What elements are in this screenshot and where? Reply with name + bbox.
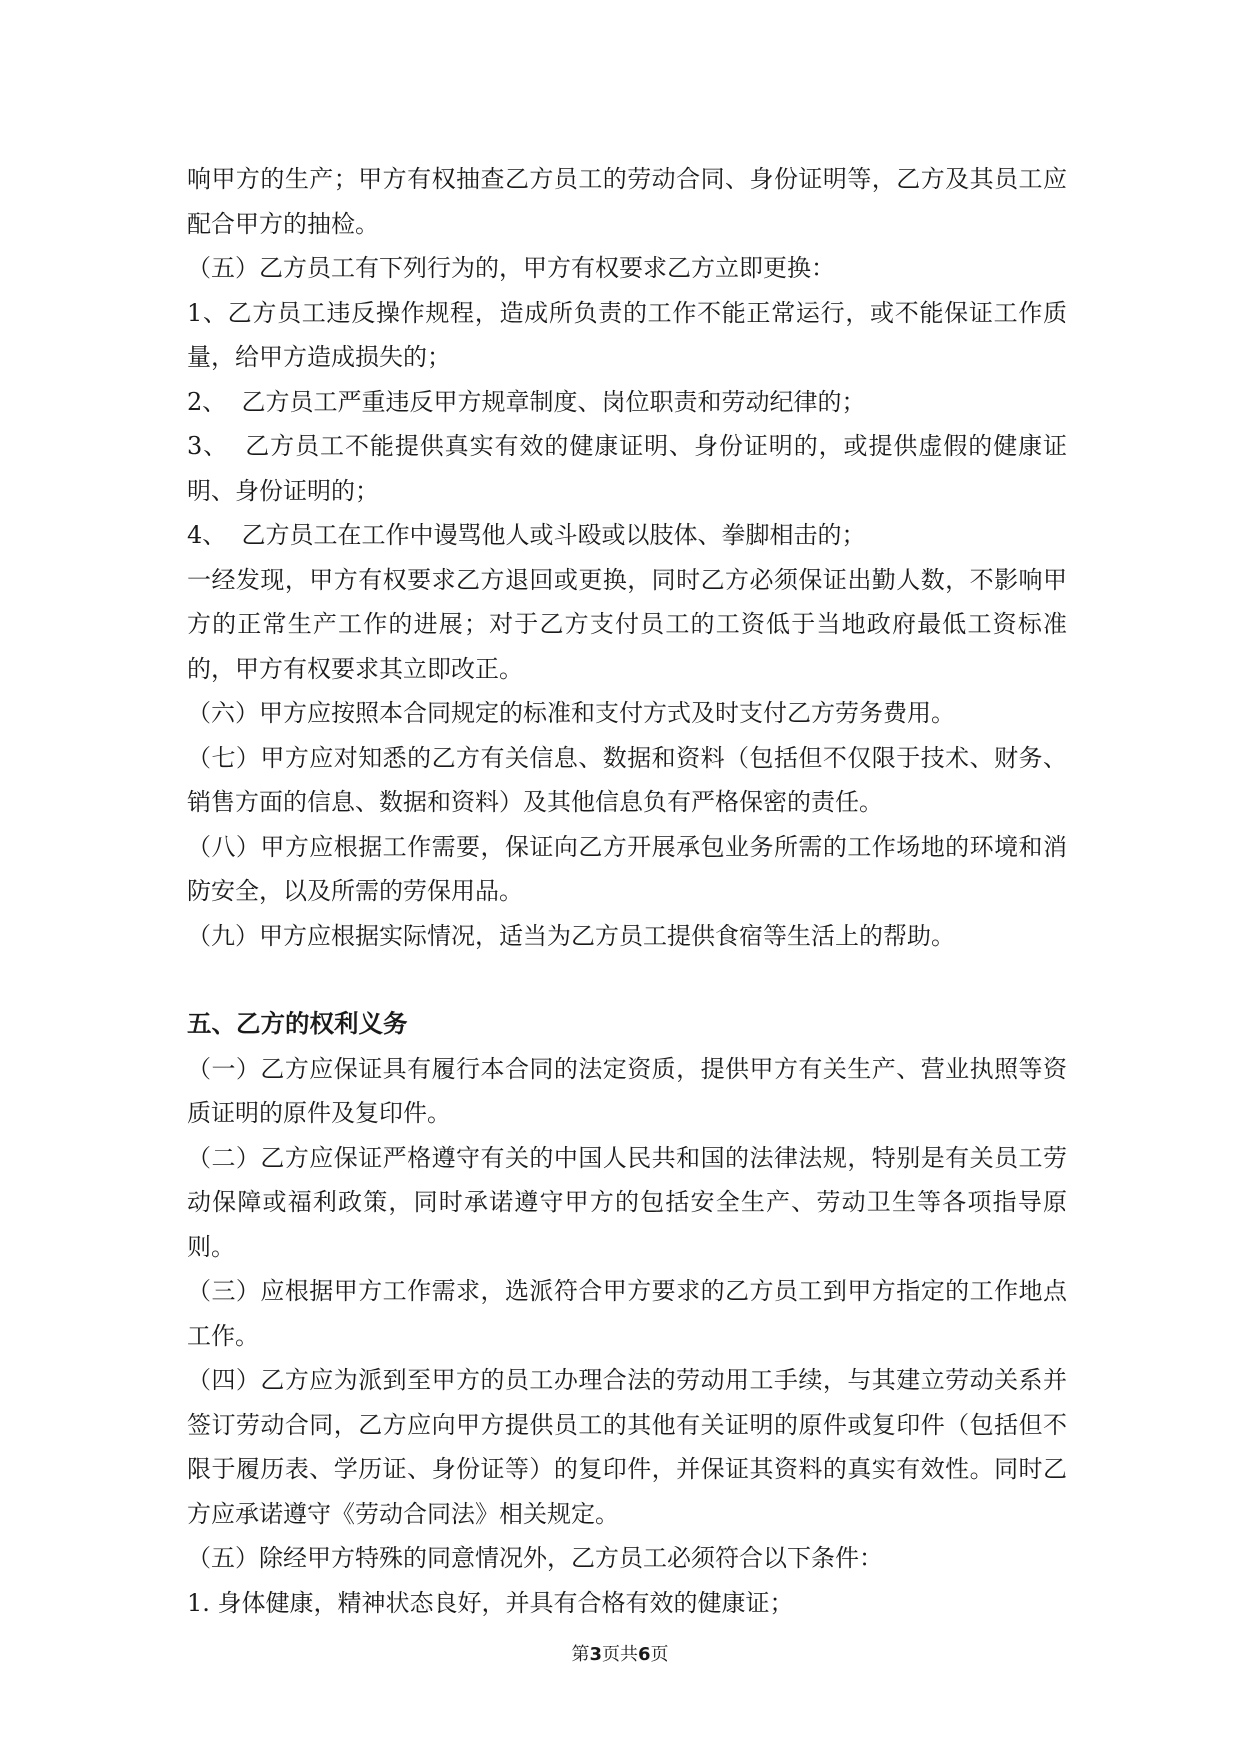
paragraph: （一）乙方应保证具有履行本合同的法定资质，提供甲方有关生产、营业执照等资质证明的原件及复印件。 xyxy=(187,1054,1067,1127)
paragraph: 一经发现，甲方有权要求乙方退回或更换，同时乙方必须保证出勤人数，不影响甲方的正常生产工作的进展；对于乙方支付员工的工资低于当地政府最低工资标准的，甲方有权要求其立即改正。 xyxy=(187,565,1067,683)
footer-prefix: 第 xyxy=(571,1644,590,1665)
document-body xyxy=(187,157,1067,1625)
paragraph: （九）甲方应根据实际情况，适当为乙方员工提供食宿等生活上的帮助。 xyxy=(187,921,955,950)
paragraph: （八）甲方应根据工作需要，保证向乙方开展承包业务所需的工作场地的环境和消防安全，以及所需的劳保用品。 xyxy=(187,832,1067,905)
total-pages-number: 6 xyxy=(638,1644,651,1665)
paragraph: （五）除经甲方特殊的同意情况外，乙方员工必须符合以下条件： xyxy=(187,1544,883,1572)
paragraph: （五）乙方员工有下列行为的，甲方有权要求乙方立即更换： xyxy=(187,254,835,282)
paragraph: （四）乙方应为派到至甲方的员工办理合法的劳动用工手续，与其建立劳动关系并签订劳动合同，乙方应向甲方提供员工的其他有关证明的原件或复印件（包括但不限于履历表、学历证、身份证等）的复印件，并保证其资料的真实有效性。同时乙方应承诺遵守《劳动合同法》相关规定。 xyxy=(187,1366,1067,1528)
current-page-number: 3 xyxy=(589,1644,602,1665)
page-footer xyxy=(0,1640,1240,1666)
section-heading: 五、乙方的权利义务 xyxy=(187,1009,408,1038)
paragraph: （六）甲方应按照本合同规定的标准和支付方式及时支付乙方劳务费用。 xyxy=(187,699,955,727)
paragraph: （三）应根据甲方工作需求，选派符合甲方要求的乙方员工到甲方指定的工作地点工作。 xyxy=(187,1277,1067,1350)
paragraph: 1、乙方员工违反操作规程，造成所负责的工作不能正常运行，或不能保证工作质量，给甲方造成损失的； xyxy=(187,298,1067,371)
paragraph: 4、 乙方员工在工作中谩骂他人或斗殴或以肢体、拳脚相击的； xyxy=(187,521,866,549)
paragraph: 1. 身体健康，精神状态良好，并具有合格有效的健康证； xyxy=(187,1588,794,1617)
paragraph: （七）甲方应对知悉的乙方有关信息、数据和资料（包括但不仅限于技术、财务、销售方面的信息、数据和资料）及其他信息负有严格保密的责任。 xyxy=(187,743,1067,816)
footer-suffix: 页 xyxy=(650,1644,669,1665)
footer-middle: 页共 xyxy=(602,1644,638,1665)
paragraph: 响甲方的生产；甲方有权抽查乙方员工的劳动合同、身份证明等，乙方及其员工应配合甲方的抽检。 xyxy=(187,165,1067,238)
paragraph: 2、 乙方员工严重违反甲方规章制度、岗位职责和劳动纪律的； xyxy=(187,387,866,416)
paragraph: （二）乙方应保证严格遵守有关的中国人民共和国的法律法规，特别是有关员工劳动保障或福利政策，同时承诺遵守甲方的包括安全生产、劳动卫生等各项指导原则。 xyxy=(187,1143,1067,1261)
paragraph: 3、 乙方员工不能提供真实有效的健康证明、身份证明的，或提供虚假的健康证明、身份证明的； xyxy=(187,432,1067,505)
